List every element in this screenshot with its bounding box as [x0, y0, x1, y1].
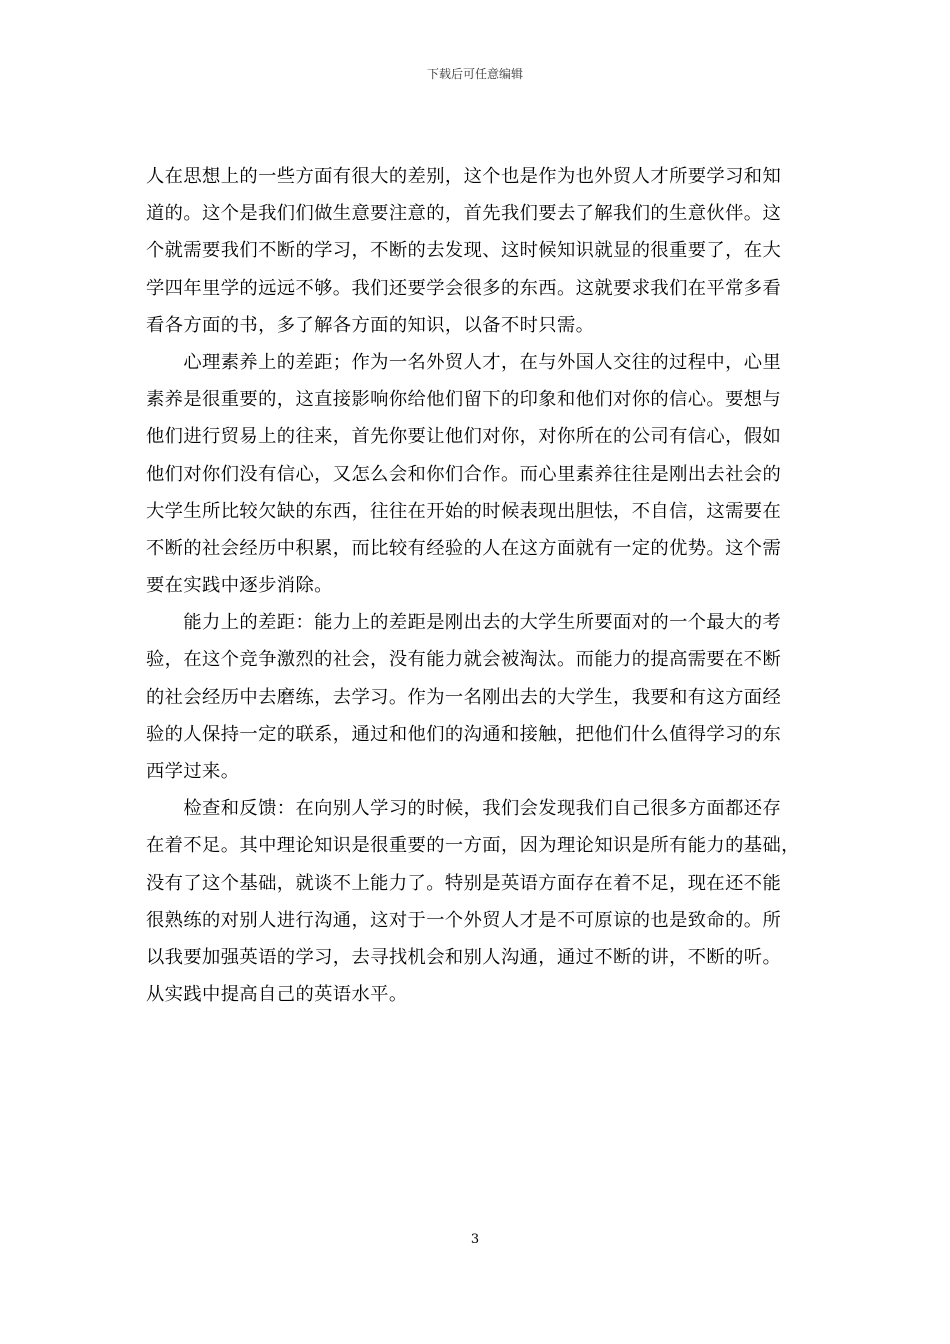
- text-line: 学四年里学的远远不够。我们还要学会很多的东西。这就要求我们在平常多看: [146, 277, 782, 299]
- text-line: 在着不足。其中理论知识是很重要的一方面，因为理论知识是所有能力的基础，: [146, 835, 800, 857]
- text-line: 检查和反馈：在向别人学习的时候，我们会发现我们自己很多方面都还存: [146, 798, 782, 820]
- text-line: 看各方面的书，多了解各方面的知识，以备不时只需。: [146, 314, 595, 336]
- text-line: 从实践中提高自己的英语水平。: [146, 984, 408, 1006]
- text-line: 人在思想上的一些方面有很大的差别，这个也是作为也外贸人才所要学习和知: [146, 166, 782, 187]
- text-line: 验的人保持一定的联系，通过和他们的沟通和接触，把他们什么值得学习的东: [146, 723, 782, 745]
- text-line: 心理素养上的差距；作为一名外贸人才，在与外国人交往的过程中，心里: [146, 351, 782, 373]
- text-line: 要在实践中逐步消除。: [146, 575, 333, 597]
- text-line: 他们对你们没有信心，又怎么会和你们合作。而心里素养往往是刚出去社会的: [146, 463, 782, 485]
- text-line: 素养是很重要的，这直接影响你给他们留下的印象和他们对你的信心。要想与: [146, 389, 782, 411]
- text-line: 验，在这个竞争激烈的社会，没有能力就会被淘汰。而能力的提高需要在不断: [146, 649, 782, 671]
- text-line: 他们进行贸易上的往来，首先你要让他们对你，对你所在的公司有信心，假如: [146, 426, 782, 448]
- document-body: [146, 158, 806, 1013]
- text-line: 以我要加强英语的学习，去寻找机会和别人沟通，通过不断的讲，不断的听。: [146, 946, 782, 968]
- text-line: 能力上的差距：能力上的差距是刚出去的大学生所要面对的一个最大的考: [146, 612, 782, 634]
- text-line: 西学过来。: [146, 761, 240, 782]
- page-number: 3: [470, 1232, 480, 1247]
- page-header: 下载后可任意编辑: [426, 67, 523, 81]
- text-line: 大学生所比较欠缺的东西，往往在开始的时候表现出胆怯，不自信，这需要在: [146, 500, 782, 522]
- text-line: 道的。这个是我们们做生意要注意的，首先我们要去了解我们的生意伙伴。这: [146, 203, 782, 225]
- text-line: 的社会经历中去磨练，去学习。作为一名刚出去的大学生，我要和有这方面经: [146, 686, 782, 708]
- text-line: 个就需要我们不断的学习，不断的去发现、这时候知识就显的很重要了，在大: [146, 240, 782, 262]
- text-line: 很熟练的对别人进行沟通，这对于一个外贸人才是不可原谅的也是致命的。所: [146, 909, 782, 931]
- text-line: 不断的社会经历中积累，而比较有经验的人在这方面就有一定的优势。这个需: [146, 537, 782, 559]
- text-line: 没有了这个基础，就谈不上能力了。特别是英语方面存在着不足，现在还不能: [146, 872, 782, 894]
